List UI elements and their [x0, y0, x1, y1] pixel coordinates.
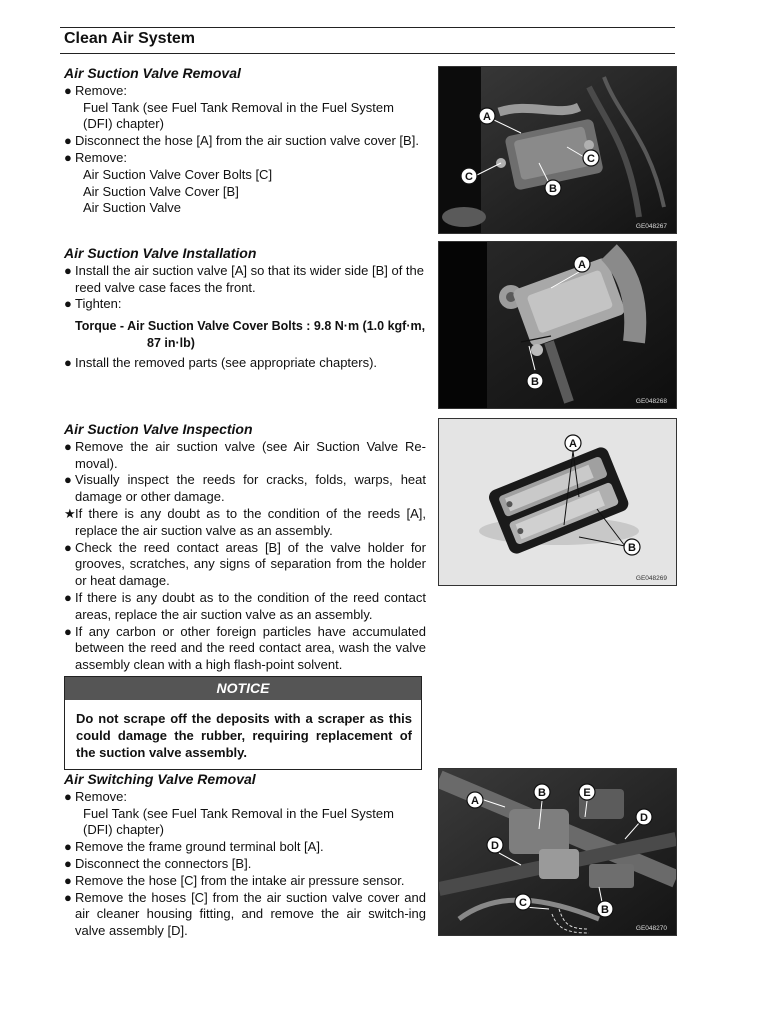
svg-text:C: C	[519, 897, 527, 909]
engine-photo-illustration	[439, 67, 676, 233]
list-item-text: Visually inspect the reeds for cracks, folds, warps, heat damage or other damage.	[75, 472, 426, 505]
bullet-icon: ●	[64, 855, 72, 871]
bullet-icon: ●	[64, 262, 72, 278]
list-item	[64, 789, 426, 806]
list-item	[64, 540, 426, 590]
svg-text:E: E	[583, 787, 591, 799]
callout-b	[624, 539, 640, 555]
callout-a	[467, 792, 483, 808]
bullet-icon: ●	[64, 839, 72, 855]
list-item	[64, 184, 426, 201]
bullet-icon: ●	[64, 438, 72, 454]
svg-text:C: C	[587, 153, 595, 165]
bullet-icon: ●	[64, 82, 72, 98]
list-item-text: Fuel Tank (see Fuel Tank Removal in the Fuel System (DFI) chapter)	[83, 805, 394, 838]
list-item-text: Install the air suction valve [A] so that its wider side [B] of the reed valve case faces the front.	[75, 262, 425, 295]
torque-spec-line: Torque - Air Suction Valve Cover Bolts : 9.8 N·m (1.0 kgf·m,	[75, 319, 426, 334]
reed-valve-photo-illustration	[439, 419, 676, 585]
list-item	[64, 624, 426, 674]
callout-a	[479, 108, 495, 124]
figure-photo-inspection	[438, 418, 677, 586]
list-item-text: Disconnect the hose [A] from the air suction valve cover [B].	[75, 133, 419, 149]
list-item	[64, 83, 426, 100]
list-item	[64, 355, 426, 372]
list-item-text: If there is any doubt as to the condition of the reed contact areas, replace the air suction valve as an assembly.	[75, 589, 426, 622]
list-item-text: Remove the air suction valve (see Air Suction Valve Re-moval).	[75, 438, 426, 471]
list-item-text: Remove the hoses [C] from the air suction valve cover and air cleaner housing fitting, and remove the air switch-ing valve assembly [D].	[75, 889, 426, 939]
list-item	[64, 150, 426, 167]
torque-spec	[64, 318, 426, 352]
callout-c	[515, 894, 531, 910]
bullet-icon: ●	[64, 889, 72, 905]
callout-a	[565, 435, 581, 451]
callout-c	[583, 150, 599, 166]
list-item-text: Check the reed contact areas [B] of the valve holder for grooves, scratches, any signs of separation from the holder or heat damage.	[75, 539, 426, 589]
list-item	[64, 263, 426, 297]
figure-photo-switching	[438, 768, 677, 936]
list-item-text: If there is any doubt as to the condition of the reeds [A], replace the air suction valve as an assembly.	[75, 505, 426, 538]
figure-ref: GE048268	[635, 398, 667, 405]
page-title: Clean Air System	[64, 30, 196, 47]
list-item	[64, 439, 426, 473]
list-item-text: Remove:	[75, 82, 128, 98]
notice-heading: NOTICE	[65, 677, 421, 700]
bullet-icon: ●	[64, 149, 72, 165]
list-item	[64, 590, 426, 624]
svg-text:A: A	[471, 795, 479, 807]
list-item-text: If any carbon or other foreign particles have accumulated between the reed and the reed contact area, wash the valve assembly clean with a high flash-point solvent.	[75, 623, 426, 673]
bullet-icon: ●	[64, 872, 72, 888]
bullet-icon: ●	[64, 296, 72, 312]
svg-text:B: B	[628, 542, 636, 554]
bullet-icon: ●	[64, 133, 72, 149]
figure-ref: GE048267	[635, 223, 667, 230]
svg-text:D: D	[491, 840, 499, 852]
bullet-icon: ●	[64, 788, 72, 804]
header-rule-bottom	[60, 53, 675, 54]
list-item	[64, 133, 426, 150]
svg-text:B: B	[549, 183, 557, 195]
list-item-text: Air Suction Valve Cover Bolts [C]	[83, 166, 273, 182]
figure-photo-removal	[438, 66, 677, 234]
callout-d	[636, 809, 652, 825]
svg-text:A: A	[578, 259, 586, 271]
figure-photo-installation	[438, 241, 677, 409]
list-item-text: Remove:	[75, 149, 128, 165]
notice-box	[64, 676, 422, 770]
header-rule-top	[60, 27, 675, 28]
list-item-text: Remove the frame ground terminal bolt [A].	[75, 839, 324, 855]
section-switching	[64, 771, 426, 940]
callout-b	[534, 784, 550, 800]
list-item	[64, 200, 426, 217]
bullet-icon: ●	[64, 623, 72, 639]
callout-b	[527, 373, 543, 389]
list-item	[64, 472, 426, 506]
list-item-text: Air Suction Valve Cover [B]	[83, 183, 239, 199]
list-item-text: Remove the hose [C] from the intake air pressure sensor.	[75, 872, 405, 888]
list-item	[64, 806, 426, 840]
list-item-text: Remove:	[75, 788, 128, 804]
callout-b	[597, 901, 613, 917]
bullet-icon: ●	[64, 472, 72, 488]
svg-text:A: A	[569, 438, 577, 450]
callout-e	[579, 784, 595, 800]
list-item-text: Fuel Tank (see Fuel Tank Removal in the Fuel System (DFI) chapter)	[83, 99, 394, 132]
list-item	[64, 296, 426, 313]
list-item	[64, 873, 426, 890]
section-title-inspection: Air Suction Valve Inspection	[64, 421, 253, 437]
valve-cover-photo-illustration	[439, 242, 676, 408]
list-item	[64, 839, 426, 856]
svg-text:B: B	[538, 787, 546, 799]
callout-a	[574, 256, 590, 272]
list-item-text: Air Suction Valve	[83, 200, 182, 216]
list-item	[64, 167, 426, 184]
bullet-icon: ●	[64, 354, 72, 370]
figure-ref: GE048270	[635, 925, 667, 932]
bullet-icon: ●	[64, 589, 72, 605]
figure-ref: GE048269	[635, 575, 667, 582]
callout-d	[487, 837, 503, 853]
svg-text:B: B	[601, 904, 609, 916]
list-item	[64, 856, 426, 873]
callout-c	[461, 168, 477, 184]
svg-text:C: C	[465, 171, 473, 183]
notice-text: Do not scrape off the deposits with a scraper as this could damage the rubber, requiring replacement of the suction valve assembly.	[76, 711, 412, 760]
list-item-text: Install the removed parts (see appropriate chapters).	[75, 354, 378, 370]
switching-valve-photo-illustration	[439, 769, 676, 935]
list-item-text: Disconnect the connectors [B].	[75, 855, 252, 871]
torque-spec-line: 87 in·lb)	[147, 335, 195, 350]
list-item	[64, 890, 426, 940]
svg-text:D: D	[640, 812, 648, 824]
section-inspection	[64, 421, 426, 674]
section-title-installation: Air Suction Valve Installation	[64, 245, 257, 261]
star-icon: ★	[64, 505, 76, 521]
list-item-text: Tighten:	[75, 296, 122, 312]
section-title-switching: Air Switching Valve Removal	[64, 771, 256, 787]
section-installation	[64, 245, 426, 372]
section-title-removal: Air Suction Valve Removal	[64, 65, 241, 81]
callout-b	[545, 180, 561, 196]
svg-text:B: B	[531, 376, 539, 388]
section-removal	[64, 65, 426, 217]
svg-text:A: A	[483, 111, 491, 123]
list-item	[64, 506, 426, 540]
list-item	[64, 100, 426, 134]
bullet-icon: ●	[64, 539, 72, 555]
